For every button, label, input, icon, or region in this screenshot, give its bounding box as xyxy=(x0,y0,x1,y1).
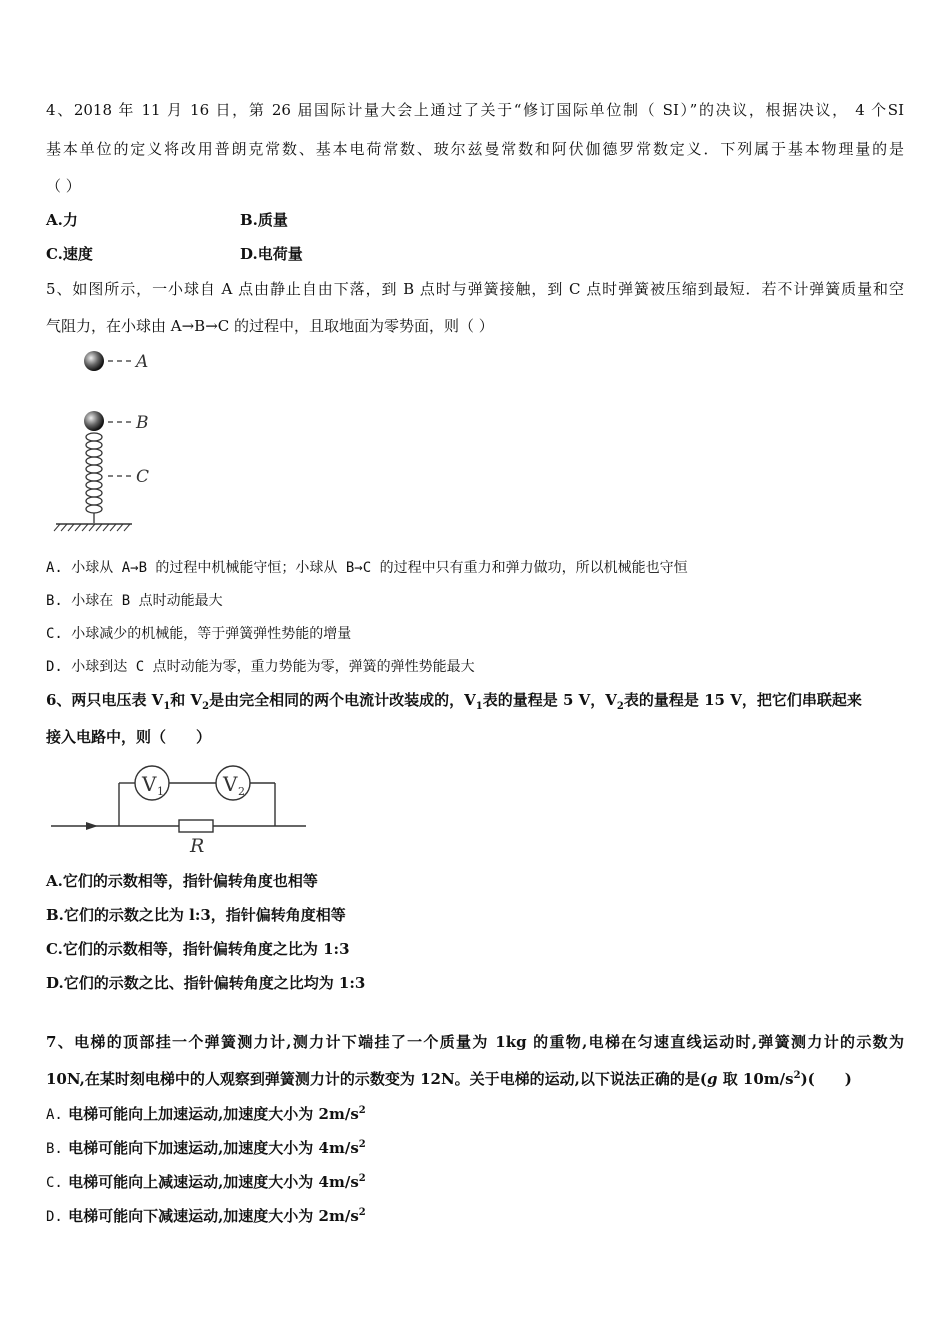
circuit-figure xyxy=(46,760,316,860)
q5-line-1: 5、如图所示，一小球自 A 点由静止自由下落，到 B 点时与弹簧接触，到 C 点时弹簧被压缩到最短．若不计弹簧质量和空 xyxy=(46,280,904,298)
svg-text:V: V xyxy=(142,772,157,796)
label-a: A xyxy=(136,352,149,372)
q5-option-a: A. 小球从 A→B 的过程中机械能守恒；小球从 B→C 的过程中只有重力和弹力做功，所以机械能也守恒 xyxy=(46,560,688,576)
q6-line-2: 接入电路中，则（ ） xyxy=(46,728,212,746)
spring-ball-figure xyxy=(48,342,168,537)
q4-line-3: （ ） xyxy=(46,177,81,195)
q5-line-2: 气阻力，在小球由 A→B→C 的过程中，且取地面为零势面，则（ ） xyxy=(46,317,494,335)
q4-line-2: 基本单位的定义将改用普朗克常数、基本电荷常数、玻尔兹曼常数和阿伏伽德罗常数定义．下列属于基本物理量的是 xyxy=(46,140,904,158)
label-c: C xyxy=(136,467,150,487)
q7-line-1: 7、电梯的顶部挂一个弹簧测力计,测力计下端挂了一个质量为 1kg 的重物,电梯在匀速直线运动时,弹簧测力计的示数为 xyxy=(46,1033,904,1051)
ball-b-icon xyxy=(84,411,104,431)
q4-option-b: B.质量 xyxy=(240,211,288,229)
q5-option-b: B. 小球在 B 点时动能最大 xyxy=(46,593,223,609)
q4-option-d: D.电荷量 xyxy=(240,245,303,263)
q7-option-c: C. 电梯可能向上减速运动,加速度大小为 $4m/s^2$ xyxy=(46,1173,366,1191)
ball-a-icon xyxy=(84,351,104,371)
q6-option-c: C.它们的示数相等，指针偏转角度之比为 1:3 xyxy=(46,940,350,958)
spring-icon xyxy=(86,433,102,523)
svg-text:1: 1 xyxy=(157,785,164,798)
q4-option-c: C.速度 xyxy=(46,245,93,263)
q7-option-b: B. 电梯可能向下加速运动,加速度大小为 $4m/s^2$ xyxy=(46,1139,366,1157)
label-b: B xyxy=(136,413,149,433)
resistor-label: R xyxy=(190,835,205,857)
q7-option-d: D. 电梯可能向下减速运动,加速度大小为 $2m/s^2$ xyxy=(46,1207,366,1225)
svg-text:2: 2 xyxy=(238,785,245,798)
current-arrow-icon xyxy=(86,822,98,830)
q6-option-a: A.它们的示数相等，指针偏转角度也相等 xyxy=(46,872,318,890)
q6-line-1: 6、两只电压表 $V_1$和 $V_2$是由完全相同的两个电流计改装成的，$V_1$表的量程是 5 V，$V_2$表的量程是 15 V，把它们串联起来 xyxy=(46,691,862,712)
q4-option-a: A.力 xyxy=(46,211,78,229)
q5-option-c: C. 小球减少的机械能，等于弹簧弹性势能的增量 xyxy=(46,626,352,642)
svg-text:V: V xyxy=(223,772,238,796)
q7-option-a: A. 电梯可能向上加速运动,加速度大小为 $2m/s^2$ xyxy=(46,1105,366,1123)
q6-option-b: B.它们的示数之比为 l:3，指针偏转角度相等 xyxy=(46,906,346,924)
q5-option-d: D. 小球到达 C 点时动能为零，重力势能为零，弹簧的弹性势能最大 xyxy=(46,659,475,675)
q7-line-2: 10N,在某时刻电梯中的人观察到弹簧测力计的示数变为 12N。关于电梯的运动,以下说法正确的是(g 取 $10m/s^2$)( ) xyxy=(46,1070,852,1088)
resistor-icon xyxy=(179,820,213,832)
q4-line-1: 4、2018 年 11 月 16 日，第 26 届国际计量大会上通过了关于“修订国际单位制（ SI）”的决议，根据决议， 4 个SI xyxy=(46,101,904,119)
q6-option-d: D.它们的示数之比、指针偏转角度之比均为 1:3 xyxy=(46,974,366,992)
